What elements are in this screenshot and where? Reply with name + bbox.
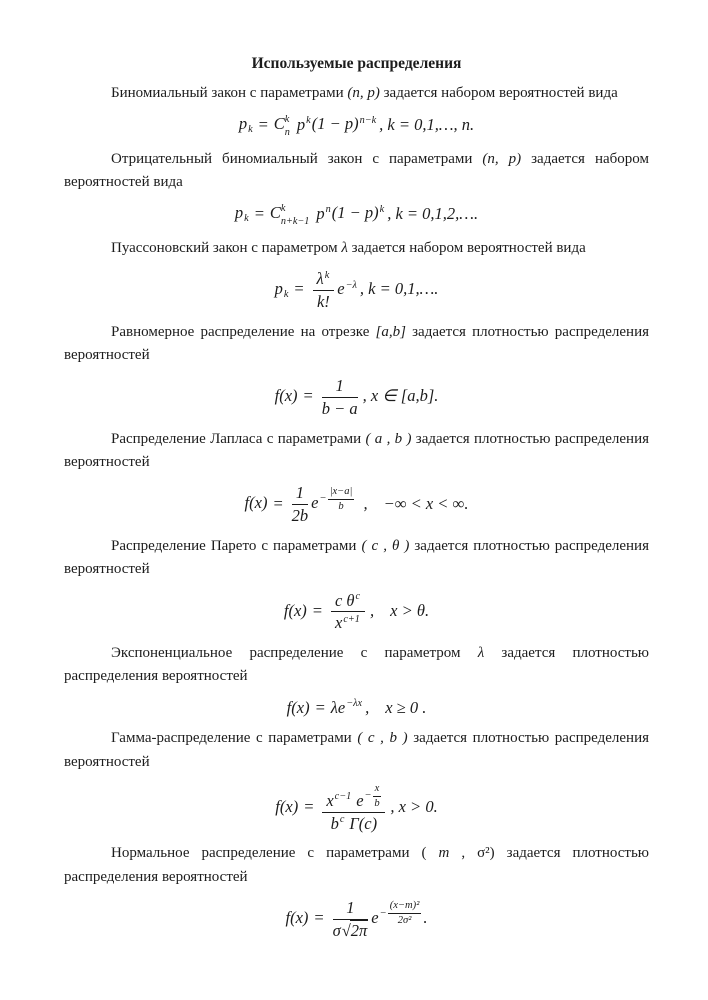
equals-sign: = <box>257 114 269 134</box>
fraction-denominator: 2σ² <box>397 915 412 927</box>
text-run: Гамма-распределение с параметрами <box>111 730 358 747</box>
fraction <box>313 269 335 312</box>
text-run: задается набором вероятностей вида <box>64 150 649 191</box>
text-run: задается плотностью распределения вероятностей <box>64 323 649 364</box>
math-condition: , k = 0,1,…, n. <box>379 114 475 134</box>
minus-sign: − <box>319 493 327 505</box>
formula-exponential <box>64 698 649 719</box>
document-title: Используемые распределения <box>251 55 462 72</box>
math-subscript: k <box>283 288 289 300</box>
math-expression <box>287 698 427 719</box>
math-condition: −∞ < x < ∞. <box>383 493 469 513</box>
fraction <box>333 898 369 941</box>
text-run: Биномиальный закон с параметрами <box>111 85 348 102</box>
fraction-numerator <box>331 591 365 613</box>
formula-normal <box>64 898 649 941</box>
fraction-denominator <box>333 920 369 941</box>
paragraph-negative-binomial <box>64 148 649 195</box>
math-var: e <box>311 493 319 513</box>
math-var: C <box>269 203 281 223</box>
math-superscript: −λ <box>345 280 357 292</box>
math-var: f <box>244 493 250 513</box>
equals-sign: = <box>272 493 284 513</box>
math-superscript: n <box>325 204 331 216</box>
math-term: (1 − p) <box>311 114 359 134</box>
math-expression <box>239 114 474 139</box>
formula-uniform <box>64 376 649 419</box>
fraction-denominator: b <box>338 500 344 512</box>
math-function: Γ(c) <box>349 813 378 833</box>
math-subscript: k <box>248 124 253 136</box>
math-expression <box>245 483 469 526</box>
text-run: Нормальное распределение с параметрами ( <box>111 845 439 862</box>
math-exponent <box>365 783 382 810</box>
math-superscript: k <box>284 114 290 126</box>
math-superscript: c−1 <box>334 791 352 803</box>
math-supsub <box>285 114 290 139</box>
text-run: Пуассоновский закон с параметром <box>111 240 342 257</box>
formula-poisson <box>64 269 649 312</box>
math-var: p <box>274 279 283 299</box>
math-var: f <box>283 600 289 620</box>
fraction-denominator <box>331 612 365 633</box>
paragraph-pareto <box>64 535 649 582</box>
fraction <box>373 783 382 810</box>
radical-icon: √ <box>341 920 351 940</box>
paragraph-poisson <box>64 237 649 260</box>
math-superscript: k <box>379 204 385 216</box>
math-term: (x) <box>290 907 309 927</box>
math-comma: , <box>363 493 368 513</box>
math-inline: λ <box>477 645 485 662</box>
paragraph-normal <box>64 842 649 889</box>
math-var: f <box>274 386 280 406</box>
math-condition: , k = 0,1,…. <box>359 279 439 299</box>
math-var: f <box>286 697 292 717</box>
formula-pareto <box>64 591 649 634</box>
math-var: σ <box>332 920 341 940</box>
text-run: задается набором вероятностей вида <box>347 240 586 257</box>
math-condition: , x ∈ [a,b]. <box>362 386 439 406</box>
math-inline: ( a , b ) <box>365 430 412 447</box>
fraction <box>322 376 358 419</box>
math-superscript: c <box>339 814 345 826</box>
fraction-numerator <box>313 269 335 291</box>
math-var: c θ <box>334 590 355 610</box>
formula-negative-binomial <box>64 203 649 228</box>
math-inline: [a,b] <box>375 323 406 340</box>
text-run: задается плотностью распределения вероятностей <box>64 538 649 578</box>
paragraph-laplace <box>64 428 649 475</box>
math-term: (x) <box>288 600 307 620</box>
text-run: Отрицательный биномиальный закон с параметрами <box>111 150 483 167</box>
minus-sign: − <box>379 907 387 919</box>
fraction-denominator: k! <box>316 292 330 312</box>
math-var: p <box>296 114 306 134</box>
fraction <box>331 591 365 634</box>
math-term: (x) <box>279 796 299 816</box>
equals-sign: = <box>313 907 325 927</box>
math-var: x <box>326 790 334 810</box>
math-comma: , <box>370 600 375 620</box>
math-term: (x) <box>291 697 310 717</box>
math-superscript: c <box>355 591 361 603</box>
equals-sign: = <box>311 600 323 620</box>
paragraph-binomial <box>64 82 649 105</box>
math-condition: x > θ. <box>390 600 430 620</box>
math-subscript: n <box>284 126 290 138</box>
math-superscript: n−k <box>359 115 377 127</box>
math-superscript: −λx <box>346 698 363 710</box>
math-expression <box>284 591 429 634</box>
formula-gamma <box>64 783 649 834</box>
paragraph-gamma <box>64 727 649 774</box>
math-var: p <box>238 114 248 134</box>
text-run: , σ²) задается плотностью распределения вероятностей <box>64 845 649 885</box>
math-var: λ <box>316 269 324 289</box>
text-run: Равномерное распределение на отрезке <box>111 323 376 340</box>
fraction-numerator: x <box>373 783 382 797</box>
fraction-denominator <box>322 813 385 834</box>
math-subscript: k <box>244 213 249 225</box>
math-inline: ( c , θ ) <box>361 538 410 555</box>
math-expression <box>286 898 428 941</box>
math-term: (x) <box>249 493 268 513</box>
math-exponent <box>380 900 422 927</box>
fraction-denominator: b − a <box>321 399 358 419</box>
equals-sign: = <box>253 203 265 223</box>
math-var: e <box>356 790 364 810</box>
math-superscript: c+1 <box>343 614 360 626</box>
math-term: (x) <box>279 386 298 406</box>
equals-sign: = <box>303 796 315 816</box>
fraction-numerator: |x−a| <box>328 486 355 500</box>
equals-sign: = <box>302 386 314 406</box>
radicand: 2π <box>350 920 368 940</box>
fraction <box>328 486 355 513</box>
math-subscript: n+k−1 <box>280 215 310 227</box>
math-inline: (n, p) <box>482 150 522 167</box>
fraction <box>322 783 385 834</box>
math-expression <box>275 269 439 312</box>
text-run: задается набором вероятностей вида <box>379 85 618 102</box>
math-var: C <box>273 114 285 134</box>
math-expression <box>235 203 478 228</box>
math-superscript: k <box>280 203 286 215</box>
math-var: λe <box>330 697 346 717</box>
paragraph-uniform <box>64 321 649 368</box>
math-var: p <box>316 203 325 223</box>
math-superscript: k <box>324 269 330 281</box>
math-var: x <box>335 613 343 633</box>
math-inline: ( c , b ) <box>357 730 408 747</box>
fraction-numerator: 1 <box>292 483 309 505</box>
text-run: задается плотностью распределения вероятностей <box>64 645 650 685</box>
math-var: f <box>285 907 291 927</box>
math-var: e <box>337 279 345 299</box>
formula-binomial <box>64 114 649 139</box>
math-condition: , k = 0,1,2,…. <box>387 203 479 223</box>
paragraph-exponential <box>64 642 649 689</box>
text-run: задается плотностью распределения вероятностей <box>64 430 649 471</box>
fraction-numerator <box>322 783 385 813</box>
fraction-numerator: 1 <box>333 898 369 920</box>
math-expression <box>275 376 439 419</box>
math-var: f <box>275 796 280 816</box>
math-var: p <box>234 203 244 223</box>
math-comma: , <box>365 697 370 717</box>
math-supsub <box>281 203 310 228</box>
text-run: задается плотностью распределения вероятностей <box>64 730 649 770</box>
minus-sign: − <box>364 790 372 802</box>
math-inline: λ <box>341 240 348 257</box>
math-period: . <box>423 907 428 927</box>
fraction-denominator: b <box>374 797 380 809</box>
math-term: (1 − p) <box>331 203 379 223</box>
text-run: Распределение Лапласа с параметрами <box>111 430 366 447</box>
fraction-numerator: 1 <box>322 376 358 398</box>
math-condition: , x > 0. <box>390 796 438 816</box>
formula-laplace <box>64 483 649 526</box>
math-inline: (n, p) <box>347 85 380 102</box>
math-exponent <box>319 486 354 513</box>
math-inline: m <box>438 845 450 862</box>
text-run: Экспоненциальное распределение с параметром <box>111 645 478 662</box>
math-expression <box>275 783 437 834</box>
math-var: b <box>330 813 339 833</box>
math-condition: x ≥ 0 . <box>385 697 427 717</box>
equals-sign: = <box>293 279 305 299</box>
fraction <box>388 900 422 927</box>
fraction-numerator: (x−m)² <box>388 900 422 914</box>
text-run: Распределение Парето с параметрами <box>111 538 362 555</box>
fraction-denominator: 2b <box>291 506 309 526</box>
fraction <box>292 483 309 526</box>
math-superscript: k <box>306 115 311 127</box>
math-var: e <box>371 907 379 927</box>
equals-sign: = <box>314 697 326 717</box>
